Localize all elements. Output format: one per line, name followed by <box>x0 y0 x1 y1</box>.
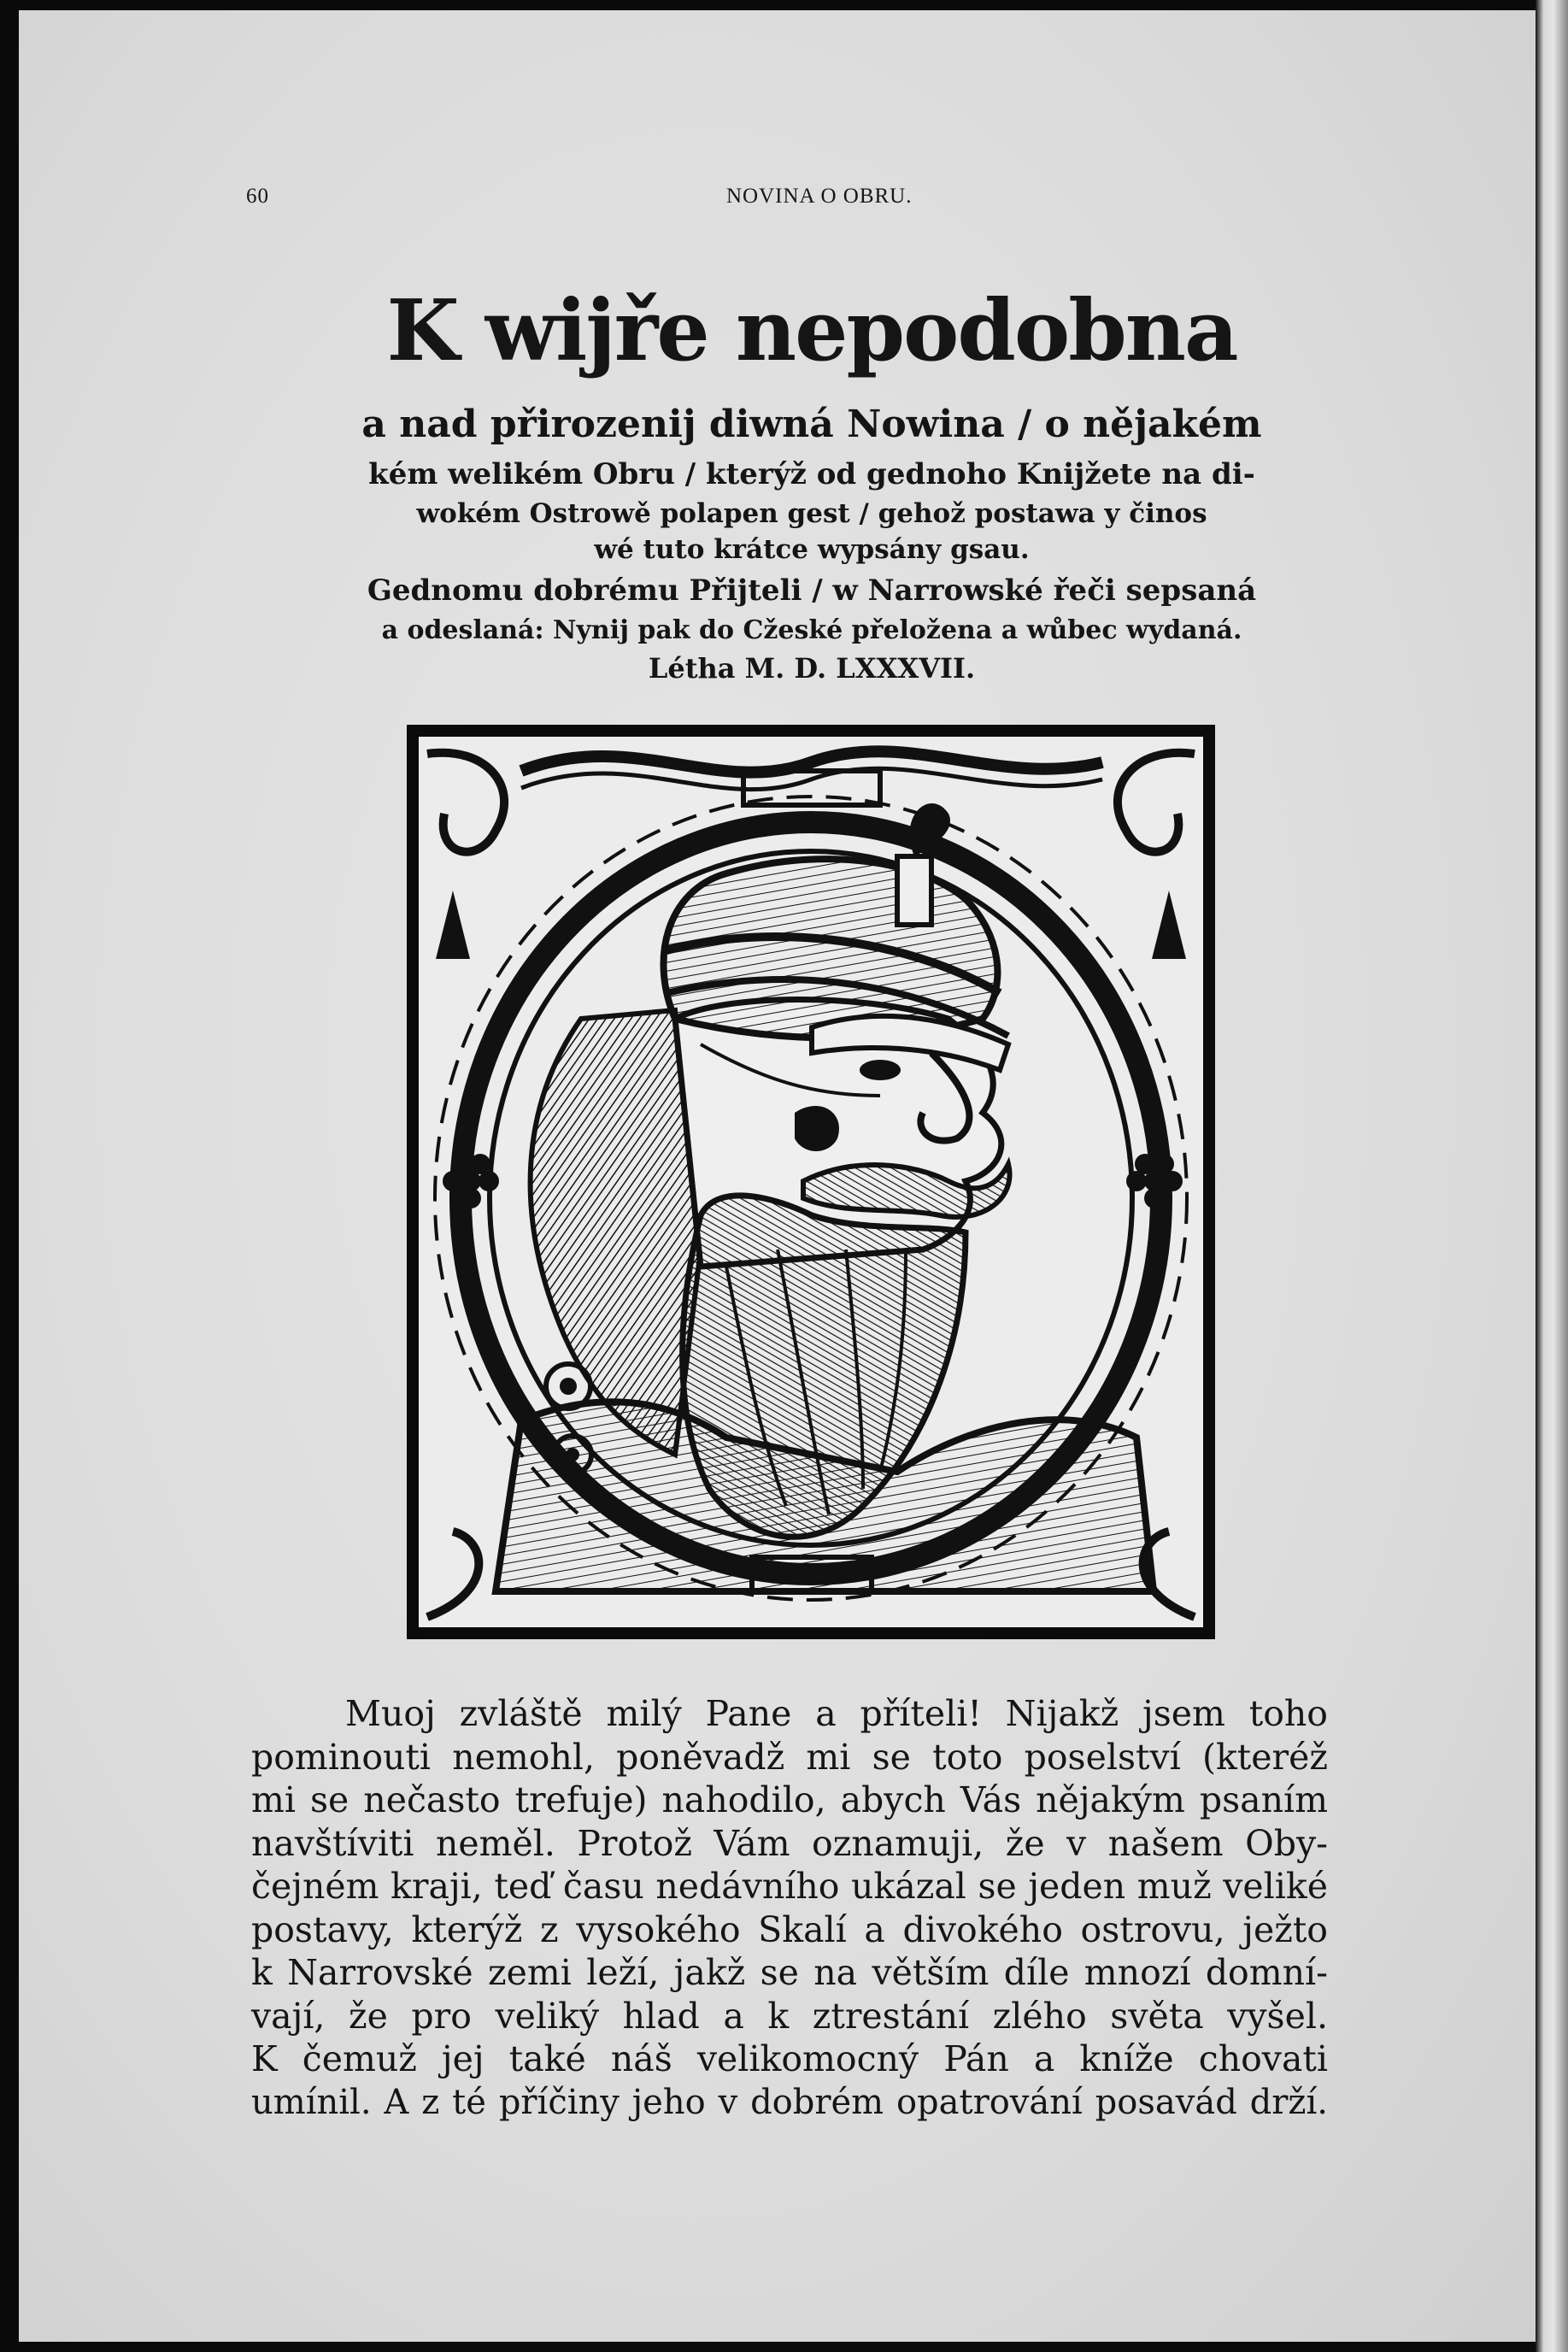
title-line: wokém Ostrowě polapen gest / gehož postawa y činos <box>416 498 1207 529</box>
page-number: 60 <box>246 185 269 208</box>
page-edge <box>1536 0 1568 2352</box>
letter-text <box>251 1692 1328 2124</box>
title-line: Gednomu dobrému Přijteli / w Narrowské řeči sepsaná <box>367 573 1257 608</box>
text-line: K čemuž jej také náš velikomocný Pán a kníže chovati <box>251 2038 1328 2079</box>
text-line: umínil. A z té příčiny jeho v dobrém opatrování posavád drží. <box>251 2082 1328 2122</box>
text-line: Muoj zvláště milý Pane a příteli! Nijakž jsem toho <box>345 1693 1328 1734</box>
title-line: kém welikém Obru / kterýž od gednoho Knijžete na di- <box>368 457 1255 491</box>
woodcut-illustration <box>407 725 1215 1639</box>
title-line: a odeslaná: Nynij pak do Cžeské přeložena a wůbec wydaná. <box>381 615 1242 645</box>
main-title: K wijře nepodobna <box>386 282 1237 380</box>
text-line: pominouti nemohl, poněvadž mi se toto poselství (kteréž <box>251 1736 1328 1778</box>
text-line: navštíviti neměl. Protož Vám oznamuji, že v našem Oby- <box>251 1822 1328 1864</box>
text-line: k Narrovské zemi leží, jakž se na větším díle mnozí domní- <box>251 1952 1328 1993</box>
text-line: čejném kraji, teď času nedávního ukázal se jeden muž veliké <box>251 1866 1328 1907</box>
running-head <box>0 185 1568 219</box>
running-title: NOVINA O OBRU. <box>726 185 913 208</box>
giant-portrait-icon <box>419 737 1203 1627</box>
imprint-date: Létha M. D. LXXXVII. <box>648 652 976 685</box>
title-line: wé tuto krátce wypsány gsau. <box>594 534 1030 565</box>
text-line: mi se nečasto trefuje) nahodilo, abych Vás nějakým psaním <box>251 1779 1328 1820</box>
text-line: postavy, kterýž z vysokého Skalí a divokého ostrovu, ježto <box>251 1908 1328 1950</box>
title-block <box>359 267 1265 689</box>
title-line: a nad přirozenij diwná Nowina / o nějakém <box>361 403 1262 446</box>
text-line: vají, že pro veliký hlad a k ztrestání zlého světa vyšel. <box>251 1995 1328 2037</box>
